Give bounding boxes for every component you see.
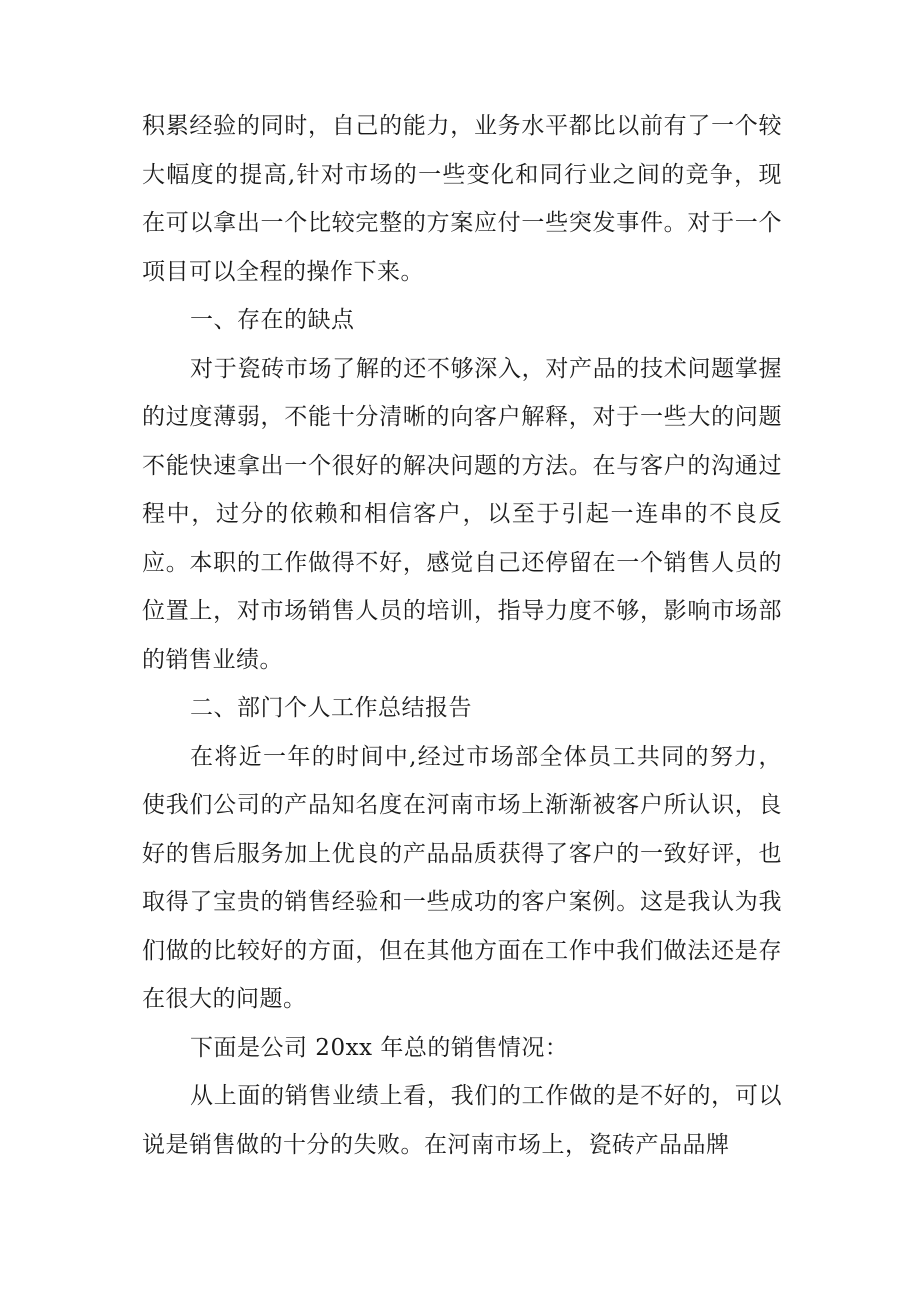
paragraph-sales-analysis: 从上面的销售业绩上看，我们的工作做的是不好的，可以说是销售做的十分的失败。在河南市场上，瓷砖产品品牌	[142, 1083, 782, 1158]
paragraph-intro: 积累经验的同时，自己的能力，业务水平都比以前有了一个较大幅度的提高,针对市场的一些变化和同行业之间的竞争，现在可以拿出一个比较完整的方案应付一些突发事件。对于一个项目可以全程的操作下来。	[142, 113, 782, 285]
section-heading-shortcomings: 一、存在的缺点	[190, 307, 355, 333]
paragraph-shortcomings: 对于瓷砖市场了解的还不够深入，对产品的技术问题掌握的过度薄弱，不能十分清晰的向客户解释，对于一些大的问题不能快速拿出一个很好的解决问题的方法。在与客户的沟通过程中，过分的依赖和相信客户，以至于引起一连串的不良反应。本职的工作做得不好，感觉自己还停留在一个销售人员的位置上，对市场销售人员的培训，指导力度不够，影响市场部的销售业绩。	[142, 355, 782, 673]
paragraph-sales-intro: 下面是公司 20xx 年总的销售情况：	[190, 1034, 569, 1061]
paragraph-report: 在将近一年的时间中,经过市场部全体员工共同的努力，使我们公司的产品知名度在河南市场上渐渐被客户所认识，良好的售后服务加上优良的产品品质获得了客户的一致好评，也取得了宝贵的销售经验和一些成功的客户案例。这是我认为我们做的比较好的方面，但在其他方面在工作中我们做法还是存在很大的问题。	[142, 743, 782, 1012]
section-heading-report: 二、部门个人工作总结报告	[190, 695, 472, 721]
document-body	[142, 102, 782, 1169]
